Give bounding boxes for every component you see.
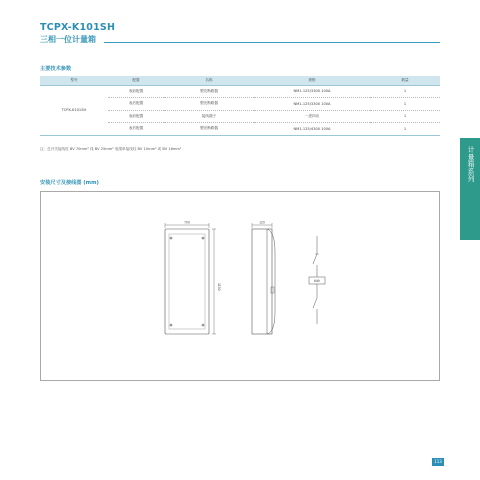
spec-table bbox=[40, 76, 440, 136]
front-inner-panel bbox=[169, 234, 205, 329]
config-cell: 表后配置 bbox=[108, 123, 164, 136]
front-height-label: 1150 bbox=[217, 283, 221, 291]
page-number: 113 bbox=[432, 458, 444, 466]
mount-hole bbox=[170, 324, 172, 326]
table-note: 注：总开关接线柱 BV 70mm² 线 BV 25mm² 电缆单接线柱 BV 10mm² 或 BV 16mm² bbox=[40, 147, 182, 151]
spec-cell: NM1-125/3300 100A bbox=[254, 85, 370, 98]
header-model: 型号 bbox=[40, 76, 108, 85]
installation-drawing bbox=[41, 192, 441, 382]
config-cell: 表前配置 bbox=[108, 85, 164, 98]
header-spec: 规格 bbox=[254, 76, 370, 85]
header-name: 名称 bbox=[164, 76, 254, 85]
series-side-tab-label: 计量箱系列 bbox=[466, 146, 474, 183]
qty-cell: 1 bbox=[370, 85, 440, 98]
name-cell: 塑壳断路器 bbox=[164, 123, 254, 136]
side-depth-label: 120 bbox=[259, 220, 265, 225]
downstream-breaker-symbol bbox=[313, 298, 317, 308]
front-width-label: 700 bbox=[184, 220, 190, 225]
spec-cell: 一进四出 bbox=[254, 110, 370, 123]
mount-hole bbox=[202, 237, 204, 239]
qty-cell: 1 bbox=[370, 123, 440, 136]
spec-cell: NM1-125/3300 100A bbox=[254, 98, 370, 111]
qty-cell: 1 bbox=[370, 110, 440, 123]
table-header-row bbox=[40, 76, 440, 85]
qty-cell: 1 bbox=[370, 98, 440, 111]
header-config: 配置 bbox=[108, 76, 164, 85]
upstream-breaker-symbol bbox=[313, 254, 317, 264]
config-cell: 表前配置 bbox=[108, 110, 164, 123]
series-side-tab bbox=[460, 138, 480, 240]
name-cell: 接线端子 bbox=[164, 110, 254, 123]
model-cell: TCPX-K101SH bbox=[40, 85, 108, 135]
name-cell: 塑壳断路器 bbox=[164, 98, 254, 111]
title-divider bbox=[104, 42, 440, 43]
product-title: 三相一位计量箱 bbox=[40, 35, 96, 44]
front-panel bbox=[165, 229, 209, 334]
spec-cell: NM1-125/4300 100A bbox=[254, 123, 370, 136]
table-row bbox=[40, 85, 440, 98]
dims-heading: 安装尺寸及接线图 (mm) bbox=[40, 180, 99, 186]
config-cell: 表后配置 bbox=[108, 98, 164, 111]
side-latch bbox=[271, 287, 274, 293]
meter-label: kWh bbox=[313, 279, 321, 283]
side-door-profile bbox=[267, 229, 275, 334]
name-cell: 塑壳断路器 bbox=[164, 85, 254, 98]
params-heading: 主要技术参数 bbox=[40, 66, 72, 72]
drawing-frame bbox=[40, 191, 440, 381]
side-body bbox=[252, 229, 272, 334]
mount-hole bbox=[170, 237, 172, 239]
model-title: TCPX-K101SH bbox=[40, 22, 116, 33]
mount-hole bbox=[202, 324, 204, 326]
header-qty: 数量 bbox=[370, 76, 440, 85]
